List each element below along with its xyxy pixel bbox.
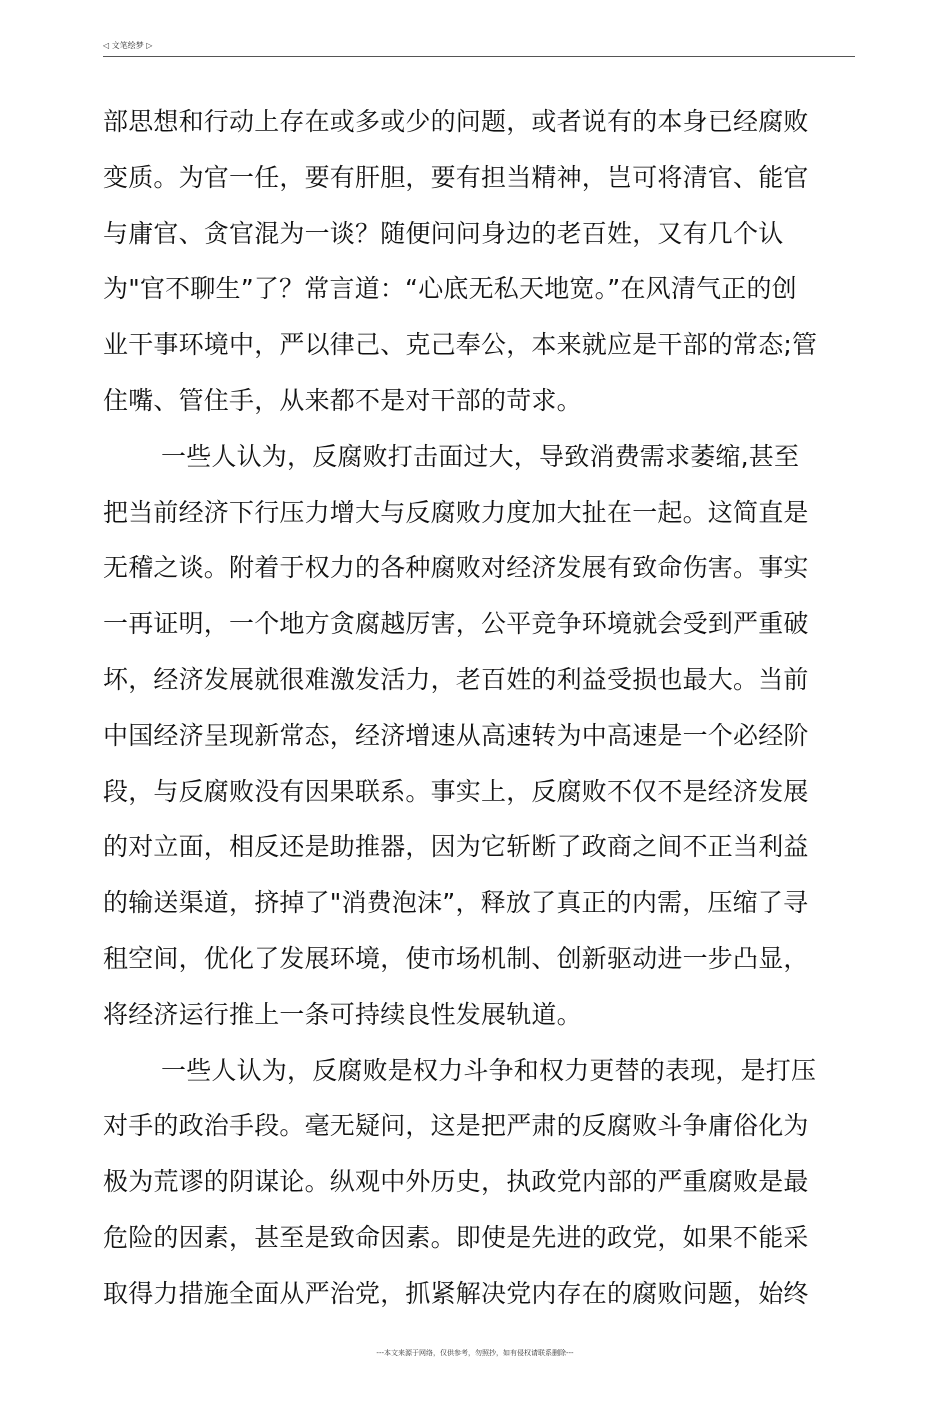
text-line: 把当前经济下行压力增大与反腐败力度加大扯在一起。这简直是 <box>103 497 809 527</box>
text-line: 将经济运行推上一条可持续良性发展轨道。 <box>103 999 582 1029</box>
text-line: 极为荒谬的阴谋论。纵观中外历史，执政党内部的严重腐败是最 <box>103 1167 809 1197</box>
text-line: 业干事环境中，严以律己、克己奉公，本来就应是干部的常态;管 <box>103 330 818 360</box>
text-line: 无稽之谈。附着于权力的各种腐败对经济发展有致命伤害。事实 <box>103 553 809 583</box>
page-header <box>103 40 855 57</box>
text-line: 租空间，优化了发展环境，使市场机制、创新驱动进一步凸显， <box>103 943 809 973</box>
text-line: 为"官不聊生”了？常言道：“心底无私天地宽。”在风清气正的创 <box>103 274 797 304</box>
document-body <box>103 94 859 1322</box>
text-line: 一些人认为，反腐败是权力斗争和权力更替的表现，是打压 <box>161 1055 817 1085</box>
text-line: 一再证明，一个地方贪腐越厉害，公平竞争环境就会受到严重破 <box>103 609 809 639</box>
text-line: 取得力措施全面从严治党，抓紧解决党内存在的腐败问题，始终 <box>103 1278 809 1308</box>
text-line: 部思想和行动上存在或多或少的问题，或者说有的本身已经腐败 <box>103 107 809 136</box>
text-line: 对手的政治手段。毫无疑问，这是把严肃的反腐败斗争庸俗化为 <box>103 1111 809 1141</box>
text-line: 的对立面，相反还是助推器，因为它斩断了政商之间不正当利益 <box>103 832 809 862</box>
text-line: 的输送渠道，挤掉了"消费泡沫”，释放了真正的内需，压缩了寻 <box>103 888 809 918</box>
text-line: 一些人认为，反腐败打击面过大，导致消费需求萎缩,甚至 <box>161 441 800 471</box>
page-footer <box>0 1348 950 1358</box>
header-title: ◁ 文笔绘梦 ▷ <box>103 41 153 50</box>
footer-disclaimer: ---本文来源于网络，仅供参考，勿照抄，如有侵权请联系删除--- <box>376 1349 574 1357</box>
text-line: 段，与反腐败没有因果联系。事实上，反腐败不仅不是经济发展 <box>103 776 809 806</box>
text-line: 坏，经济发展就很难激发活力，老百姓的利益受损也最大。当前 <box>103 664 809 694</box>
text-line: 变质。为官一任，要有肝胆，要有担当精神，岂可将清官、能官 <box>103 162 809 192</box>
text-line: 中国经济呈现新常态，经济增速从高速转为中高速是一个必经阶 <box>103 720 809 750</box>
text-line: 与庸官、贪官混为一谈？随便问问身边的老百姓，又有几个认 <box>103 218 784 248</box>
text-line: 危险的因素，甚至是致命因素。即使是先进的政党，如果不能采 <box>103 1222 809 1252</box>
text-line: 住嘴、管住手，从来都不是对干部的苛求。 <box>103 385 582 415</box>
